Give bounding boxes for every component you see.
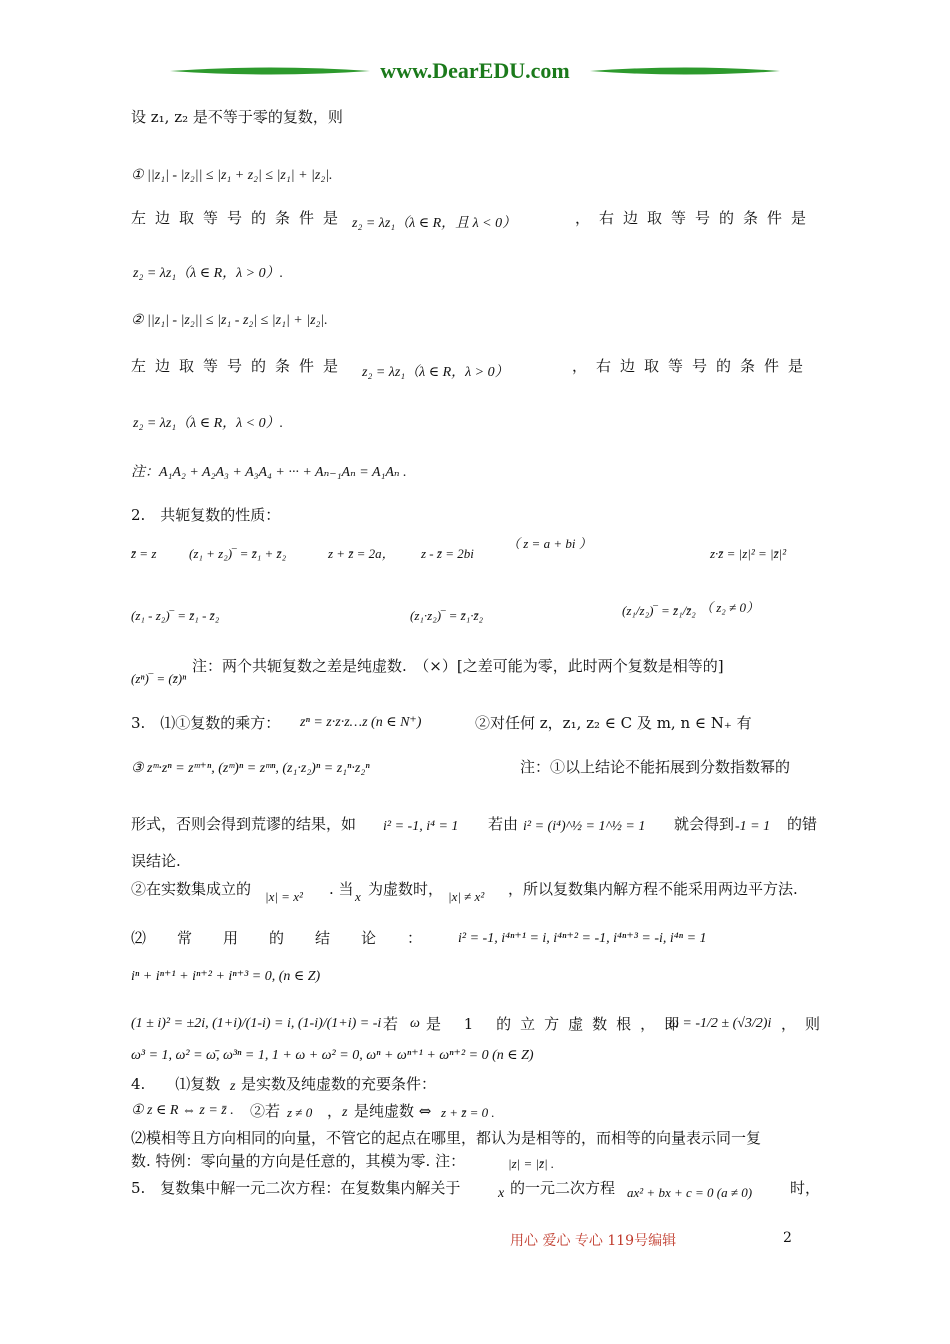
word-dang: . 当 [329, 880, 354, 898]
condition-left-formula: z₂ = λz₁（λ ∈ R，且 λ < 0） [352, 216, 517, 231]
i-powers: i² = -1, i⁴ = 1 [383, 819, 459, 834]
abs-x-eq: |x| = x² [265, 889, 303, 904]
conj-prop-11: (zⁿ)‾ = (z̄)ⁿ [131, 671, 187, 686]
conj-prop-10: （ z₂ ≠ 0） [700, 600, 759, 615]
conj-prop-4: z - z̄ = 2bi [421, 546, 474, 561]
conj-prop-9: (z₁/z₂)‾ = z̄₁/z̄₂ [622, 603, 696, 618]
condition-right-label-2: ，右边取等号的条件是 [572, 357, 813, 375]
site-logo [170, 52, 780, 92]
power-note-cont: 形式，否则会得到荒谬的结果，如 [131, 815, 357, 833]
common-conclusions: ⑵ 常 用 的 结 论 ： [131, 929, 431, 947]
vector-note: 注：A₁A₂ + A₂A₃ + A₃A₄ + ··· + Aₙ₋₁Aₙ = A₁Aₙ . [131, 465, 407, 480]
intro-line: 设 z₁, z₂ 是不等于零的复数，则 [131, 108, 343, 126]
real-set-text: ②在实数集成立的 [131, 880, 252, 898]
var-z-2: z [342, 1105, 348, 1120]
section-3-heading: 3. ⑴①复数的乘方： [131, 714, 281, 732]
word-shi: 时， [790, 1179, 821, 1197]
i-cycle: i² = -1, i⁴ⁿ⁺¹ = i, i⁴ⁿ⁺² = -1, i⁴ⁿ⁺³ = -i, i⁴ⁿ = 1 [458, 931, 707, 946]
site-url[interactable]: www.DearEDU.com [380, 58, 570, 83]
word-decuo: 的错 [787, 815, 818, 833]
comma: ， [327, 1102, 343, 1120]
i-sum-zero: iⁿ + iⁿ⁺¹ + iⁿ⁺² + iⁿ⁺³ = 0, (n ∈ Z) [131, 969, 321, 984]
conj-note: 注：两个共轭复数之差是纯虚数. （×）[之差可能为零，此时两个复数是相等的] [192, 657, 724, 675]
conj-prop-1: z̄̄ = z [131, 546, 157, 561]
conj-prop-5: （ z = a + bi ） [507, 536, 592, 551]
green-swoosh-right-icon [590, 66, 780, 76]
footer-slogan: 用心 爱心 专心 119号编辑 [510, 1233, 677, 1249]
condition-right-formula: z₂ = λz₁（λ ∈ R，λ > 0）. [133, 266, 284, 281]
condition-right-formula-2: z₂ = λz₁（λ ∈ R，λ < 0）. [133, 416, 284, 431]
modulus-equal: |z| = |z̄| . [508, 1156, 555, 1171]
conj-prop-3: z + z̄ = 2a， [328, 546, 395, 561]
wrong-conclusion: 误结论. [131, 852, 181, 870]
real-condition: ① z ∈ R ⇔ z = z̄ . [131, 1103, 234, 1118]
condition-right-label: ，右边取等号的条件是 [575, 209, 816, 227]
word-ze: ，则 [781, 1015, 830, 1033]
power-condition: ②对任何 z，z₁, z₂ ∈ C 及 m, n ∈ N₊ 有 [475, 714, 752, 732]
real-pure-conditions: 是实数及纯虚数的充要条件： [241, 1075, 437, 1093]
var-x: x [355, 889, 361, 904]
pure-imag-text: 是纯虚数 ⇔ [354, 1102, 432, 1120]
condition-left-label-2: 左边取等号的条件是 [131, 357, 348, 375]
pure-imag-condition: z + z̄ = 0 . [441, 1105, 495, 1120]
word-ruoyou: 若由 [488, 815, 519, 833]
section-4-heading: 4. ⑴复数 [131, 1075, 221, 1093]
absurd-result: -1 = 1 [735, 819, 771, 834]
power-note: 注：①以上结论不能拓展到分数指数幂的 [520, 758, 791, 776]
var-omega: ω [410, 1016, 420, 1031]
word-ruo-2: ②若 [250, 1102, 281, 1120]
conj-prop-6: z·z̄ = |z|² = |z̄|² [710, 546, 787, 561]
page-number: 2 [783, 1230, 792, 1246]
one-plus-i: (1 ± i)² = ±2i, (1+i)/(1-i) = i, (1-i)/(1+i) = -i [131, 1016, 382, 1031]
power-def: zⁿ = z·z·z…z (n ∈ N⁺) [300, 715, 422, 730]
inequality-2: ② ||z₁| - |z₂|| ≤ |z₁ - z₂| ≤ |z₁| + |z₂|. [131, 313, 328, 328]
section-2-heading: 2. 共轭复数的性质： [131, 506, 281, 524]
word-jiuhui: 就会得到 [674, 815, 735, 833]
abs-x-neq: |x| ≠ x² [448, 889, 485, 904]
inequality-1: ① ||z₁| - |z₂|| ≤ |z₁ + z₂| ≤ |z₁| + |z₂|. [131, 168, 333, 183]
section-5-heading: 5. 复数集中解一元二次方程：在复数集内解关于 [131, 1179, 461, 1197]
conj-prop-8: (z₁·z₂)‾ = z̄₁·z̄₂ [410, 608, 484, 623]
var-z-1: z [230, 1079, 236, 1094]
word-ruo: 若 [383, 1015, 399, 1033]
cube-root-text: 是 1 的立方虚数根，即 [426, 1015, 689, 1033]
conj-prop-2: (z₁ + z₂)‾ = z̄₁ + z̄₂ [189, 546, 287, 561]
zero-vector-text: 数. 特例：零向量的方向是任意的，其模为零. 注： [131, 1152, 466, 1170]
var-x-2: x [498, 1186, 505, 1201]
i-fraction-power: i² = (i⁴)^½ = 1^½ = 1 [523, 819, 646, 834]
vector-equal-text: ⑵模相等且方向相同的向量，不管它的起点在哪里，都认为是相等的，而相等的向量表示同一复 [131, 1129, 762, 1147]
omega-value: ω = -1/2 ± (√3/2)i [669, 1016, 772, 1031]
condition-left-formula-2: z₂ = λz₁（λ ∈ R，λ > 0） [362, 365, 509, 380]
z-nonzero: z ≠ 0 [287, 1105, 313, 1120]
word-imaginary: 为虚数时， [368, 880, 444, 898]
no-square-method: ，所以复数集内解方程不能采用两边平方法. [508, 880, 798, 898]
omega-properties: ω³ = 1, ω² = ω̄, ω³ⁿ = 1, 1 + ω + ω² = 0, ωⁿ + ωⁿ⁺¹ + ωⁿ⁺² = 0 (n ∈ Z) [131, 1048, 534, 1063]
conj-prop-7: (z₁ - z₂)‾ = z̄₁ - z̄₂ [131, 608, 220, 623]
quadratic-equation: ax² + bx + c = 0 (a ≠ 0) [627, 1185, 753, 1200]
condition-left-label: 左边取等号的条件是 [131, 209, 348, 227]
quadratic-text: 的一元二次方程 [510, 1179, 616, 1197]
power-rules: ③ zᵐ·zⁿ = zᵐ⁺ⁿ, (zᵐ)ⁿ = zᵐⁿ, (z₁·z₂)ⁿ = z₁ⁿ·z₂ⁿ [131, 761, 370, 776]
